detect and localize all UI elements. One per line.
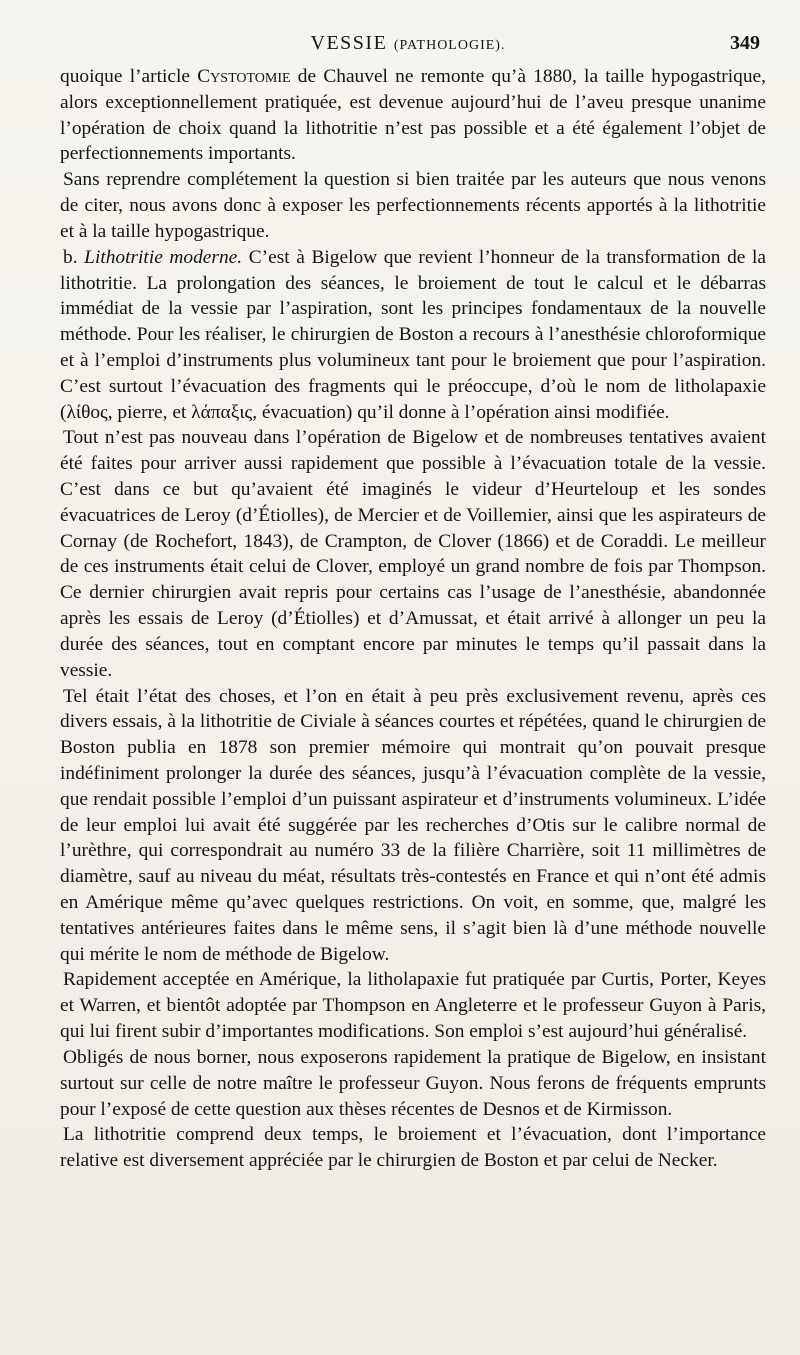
paragraph: [60, 684, 766, 968]
text-run: La lithotritie comprend deux temps, le broiement et l’évacuation, dont l’importance relative est diversement appréciée par le chirurgien de Boston et par celui de Necker.: [60, 1124, 766, 1172]
small-caps-term: Cystotomie: [197, 66, 291, 87]
text-run: Rapidement acceptée en Amérique, la litholapaxie fut pratiquée par Curtis, Porter, Keyes et Warren, et bientôt adoptée par Thompson en Angleterre et le professeur Guyon à Paris, qui lui firent subir d’importantes modifications. Son emploi s’est aujourd’hui généralisé.: [60, 969, 766, 1043]
text-run: Obligés de nous borner, nous exposerons rapidement la pratique de Bigelow, en insistant surtout sur celle de notre maître le professeur Guyon. Nous ferons de fréquents emprunts pour l’exposé de cette question aux thèses récentes de Desnos et de Kirmisson.: [60, 1046, 766, 1120]
body-text: [60, 64, 766, 1174]
page-header: [56, 30, 760, 60]
text-run: C’est à Bigelow que revient l’honneur de la transformation de la lithotritie. La prolongation des séances, le broiement de tout le calcul et le débarras immédiat de la vessie par l’aspiration, sont les principes fondamentaux de la nouvelle méthode. Pour les réaliser, le chirurgien de Boston a recours à l’anesthésie chloroformique et à l’emploi d’instruments plus volumineux tant pour le broiement que pour l’aspiration. C’est surtout l’évacuation des fragments qui le préoccupe, d’où le nom de litholapaxie (λίθος, pierre, et λάπαξις, évacuation) qu’il donne à l’opération ainsi modifiée.: [60, 246, 767, 423]
paragraph: [60, 1122, 766, 1174]
running-title: [56, 32, 760, 55]
paragraph: [60, 1045, 766, 1122]
paragraph: [60, 64, 766, 167]
paragraph: [60, 967, 766, 1044]
page-number: 349: [730, 32, 760, 54]
text-run: Tout n’est pas nouveau dans l’opération de Bigelow et de nombreuses tentatives avaient été faites pour arriver aussi rapidement que possible à l’évacuation totale de la vessie. C’est dans ce but qu’avaient été imaginés le videur d’Heurteloup et les sondes évacuatrices de Leroy (d’Étiolles), de Mercier et de Voillemier, ainsi que les aspirateurs de Cornay (de Rochefort, 1843), de Crampton, de Clover (1866) et de Coraddi. Le meilleur de ces instruments était celui de Clover, employé un grand nombre de fois par Thompson. Ce dernier chirurgien avait repris pour certains cas l’usage de l’anesthésie, abandonnée après les essais de Leroy (d’Étiolles) et d’Amussat, et était arrivé à allonger un peu la durée des séances, tout en comptant encore par minutes le temps qu’il passait dans la vessie.: [60, 427, 766, 681]
paragraph: [60, 167, 766, 244]
text-run: b.: [63, 246, 85, 268]
running-title-sub: (PATHOLOGIE).: [393, 38, 506, 53]
paragraph: [60, 425, 766, 683]
paragraph: [60, 245, 766, 426]
running-title-main: VESSIE: [310, 32, 388, 54]
text-run: quoique l’article: [60, 66, 198, 87]
text-run: Sans reprendre complétement la question si bien traitée par les auteurs que nous venons de citer, nous avons donc à exposer les perfectionnements récents apportés à la lithotritie et à la taille hypogastrique.: [60, 169, 766, 242]
italic-heading: Lithotritie moderne.: [84, 246, 243, 268]
text-run: Tel était l’état des choses, et l’on en était à peu près exclusivement revenu, après ces divers essais, à la lithotritie de Civiale à séances courtes et répétées, quand le chirurgien de Boston publia en 1878 son premier mémoire qui montrait qu’on pouvait presque indéfiniment prolonger la durée des séances, jusqu’à l’évacuation complète de la vessie, que rendait possible l’emploi d’un puissant aspirateur et d’instruments volumineux. L’idée de leur emploi lui avait été suggérée par les recherches d’Otis sur le calibre normal de l’urèthre, qui correspondrait au numéro 33 de la filière Charrière, soit 11 millimètres de diamètre, sauf au niveau du méat, résultats très-contestés en France et qui n’ont été admis en Amérique même qu’avec quelques restrictions. On voit, en somme, que, malgré les tentatives antérieures faites dans le même sens, il s’agit bien là d’une méthode nouvelle qui mérite le nom de méthode de Bigelow.: [60, 685, 766, 965]
text-run: de Chauvel ne remonte qu’à 1880, la taille hypogastrique, alors exceptionnellement pratiquée, est devenue aujourd’hui de l’aveu presque unanime l’opération de choix quand la lithotritie n’est pas possible et a été également l’objet de perfectionnements importants.: [60, 66, 766, 165]
